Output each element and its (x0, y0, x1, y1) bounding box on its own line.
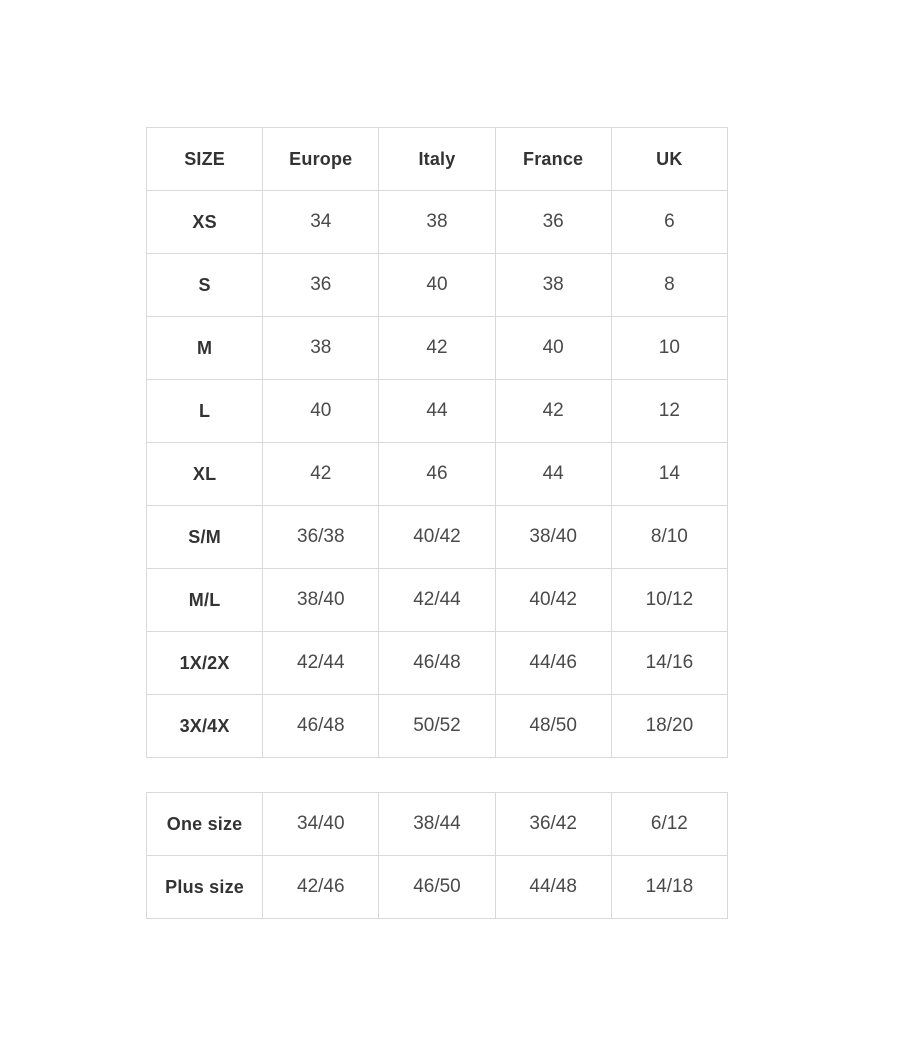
size-conversion-table (146, 127, 728, 758)
size-value-cell: 6 (611, 191, 727, 254)
size-value-cell: 8/10 (611, 506, 727, 569)
size-value-cell: 18/20 (611, 695, 727, 758)
size-value-cell: 42/46 (263, 856, 379, 919)
size-value-cell: 44/46 (495, 632, 611, 695)
size-value-cell: 46/48 (379, 632, 495, 695)
size-value-cell: 48/50 (495, 695, 611, 758)
size-label-cell: 1X/2X (147, 632, 263, 695)
size-value-cell: 12 (611, 380, 727, 443)
size-value-cell: 44 (379, 380, 495, 443)
size-value-cell: 36/38 (263, 506, 379, 569)
special-sizes-table (146, 792, 728, 919)
size-value-cell: 38 (495, 254, 611, 317)
table-row (147, 632, 728, 695)
size-value-cell: 14/16 (611, 632, 727, 695)
size-value-cell: 38 (263, 317, 379, 380)
size-tables-container (146, 127, 728, 919)
size-label-cell: M (147, 317, 263, 380)
size-value-cell: 36 (263, 254, 379, 317)
column-header: SIZE (147, 128, 263, 191)
size-value-cell: 10/12 (611, 569, 727, 632)
table-row (147, 569, 728, 632)
size-value-cell: 36 (495, 191, 611, 254)
table-row (147, 506, 728, 569)
table-row (147, 191, 728, 254)
table-row (147, 793, 728, 856)
size-value-cell: 42 (379, 317, 495, 380)
size-label-cell: Plus size (147, 856, 263, 919)
size-value-cell: 10 (611, 317, 727, 380)
special-sizes-table-body (147, 793, 728, 919)
size-value-cell: 46/48 (263, 695, 379, 758)
column-header: UK (611, 128, 727, 191)
table-row (147, 856, 728, 919)
column-header: Europe (263, 128, 379, 191)
size-value-cell: 46/50 (379, 856, 495, 919)
size-value-cell: 40/42 (495, 569, 611, 632)
size-value-cell: 44/48 (495, 856, 611, 919)
table-row (147, 443, 728, 506)
column-header: France (495, 128, 611, 191)
size-value-cell: 34 (263, 191, 379, 254)
size-value-cell: 42/44 (263, 632, 379, 695)
table-row (147, 317, 728, 380)
header-row (147, 128, 728, 191)
table-row (147, 380, 728, 443)
column-header: Italy (379, 128, 495, 191)
size-label-cell: S/M (147, 506, 263, 569)
size-value-cell: 46 (379, 443, 495, 506)
size-value-cell: 34/40 (263, 793, 379, 856)
size-label-cell: XL (147, 443, 263, 506)
size-label-cell: One size (147, 793, 263, 856)
table-row (147, 695, 728, 758)
size-label-cell: M/L (147, 569, 263, 632)
size-value-cell: 38/40 (495, 506, 611, 569)
size-value-cell: 36/42 (495, 793, 611, 856)
size-table-body (147, 191, 728, 758)
size-value-cell: 42 (495, 380, 611, 443)
size-value-cell: 38/40 (263, 569, 379, 632)
size-label-cell: 3X/4X (147, 695, 263, 758)
size-value-cell: 42/44 (379, 569, 495, 632)
size-value-cell: 44 (495, 443, 611, 506)
size-label-cell: S (147, 254, 263, 317)
size-value-cell: 38 (379, 191, 495, 254)
table-row (147, 254, 728, 317)
size-table-header (147, 128, 728, 191)
size-value-cell: 42 (263, 443, 379, 506)
size-value-cell: 6/12 (611, 793, 727, 856)
size-label-cell: XS (147, 191, 263, 254)
size-value-cell: 14/18 (611, 856, 727, 919)
size-value-cell: 40 (379, 254, 495, 317)
size-value-cell: 38/44 (379, 793, 495, 856)
size-value-cell: 14 (611, 443, 727, 506)
size-value-cell: 40 (263, 380, 379, 443)
size-value-cell: 8 (611, 254, 727, 317)
size-value-cell: 50/52 (379, 695, 495, 758)
size-value-cell: 40 (495, 317, 611, 380)
size-value-cell: 40/42 (379, 506, 495, 569)
size-label-cell: L (147, 380, 263, 443)
